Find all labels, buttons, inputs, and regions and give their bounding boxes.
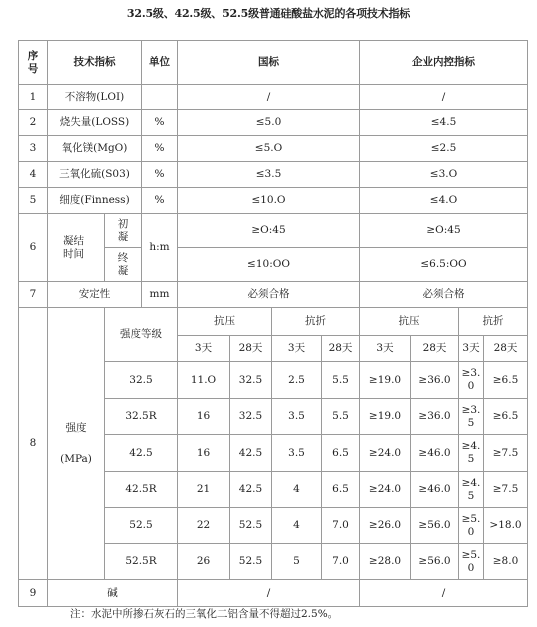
header-unit: 单位 [142, 41, 178, 85]
setting-final-label: 终凝 [117, 251, 129, 277]
table-row: 2 烧失量(LOSS) % ≤5.0 ≤4.5 [19, 110, 528, 136]
stability-row: 7 安定性 mm 必须合格 必须合格 [19, 282, 528, 308]
table-row: 3 氧化镁(MgO) % ≤5.O ≤2.5 [19, 136, 528, 162]
header-indicator: 技术指标 [48, 41, 142, 85]
header-row [19, 41, 528, 85]
grade-header: 强度等级 [105, 308, 178, 362]
strength-day-row: 3天 28天 3天 28天 3天 28天 3天 28天 [19, 336, 528, 362]
table-row: 42.5 16 42.5 3.5 6.5 ≥24.0 ≥46.0 ≥4.5 ≥7.5 [19, 435, 528, 472]
alkali-row: 9 碱 / / [19, 580, 528, 607]
table-row: 1 不溶物(LOI) / / [19, 85, 528, 110]
header-seq: 序号 [19, 41, 48, 85]
spec-table [18, 40, 528, 607]
footnote: 注：水泥中所掺石灰石的三氧化二铝含量不得超过2.5%。 [70, 608, 339, 620]
setting-row-initial: 6 凝结时间 初凝 h:m ≥O:45 ≥O:45 [19, 214, 528, 248]
table-row: 5 细度(Finness) % ≤10.O ≤4.O [19, 188, 528, 214]
setting-initial-label: 初凝 [117, 217, 129, 243]
table-row: 32.5 11.O 32.5 2.5 5.5 ≥19.0 ≥36.0 ≥3.0 ≥6.5 [19, 362, 528, 399]
table-row: 32.5R 16 32.5 3.5 5.5 ≥19.0 ≥36.0 ≥3.5 ≥6.5 [19, 399, 528, 435]
table-row: 4 三氧化硫(S03) % ≤3.5 ≤3.O [19, 162, 528, 188]
strength-name: 强度 [65, 421, 87, 434]
table-row: 52.5R 26 52.5 5 7.0 ≥28.0 ≥56.0 ≥5.0 ≥8.0 [19, 544, 528, 580]
table-row: 42.5R 21 42.5 4 6.5 ≥24.0 ≥46.0 ≥4.5 ≥7.5 [19, 472, 528, 508]
table-row: 52.5 22 52.5 4 7.0 ≥26.0 ≥56.0 ≥5.0 >18.0 [19, 508, 528, 544]
strength-unit: (MPa) [60, 452, 92, 465]
header-enterprise: 企业内控指标 [360, 41, 528, 85]
setting-name: 凝结时间 [63, 234, 84, 260]
header-national: 国标 [178, 41, 360, 85]
setting-row-final: 终凝 ≤10:OO ≤6.5:OO [19, 248, 528, 282]
page-title: 32.5级、42.5级、52.5级普通硅酸盐水泥的各项技术指标 [126, 7, 411, 20]
strength-header-row: 8 强度 (MPa) 强度等级 抗压 抗折 抗压 抗折 [19, 308, 528, 336]
